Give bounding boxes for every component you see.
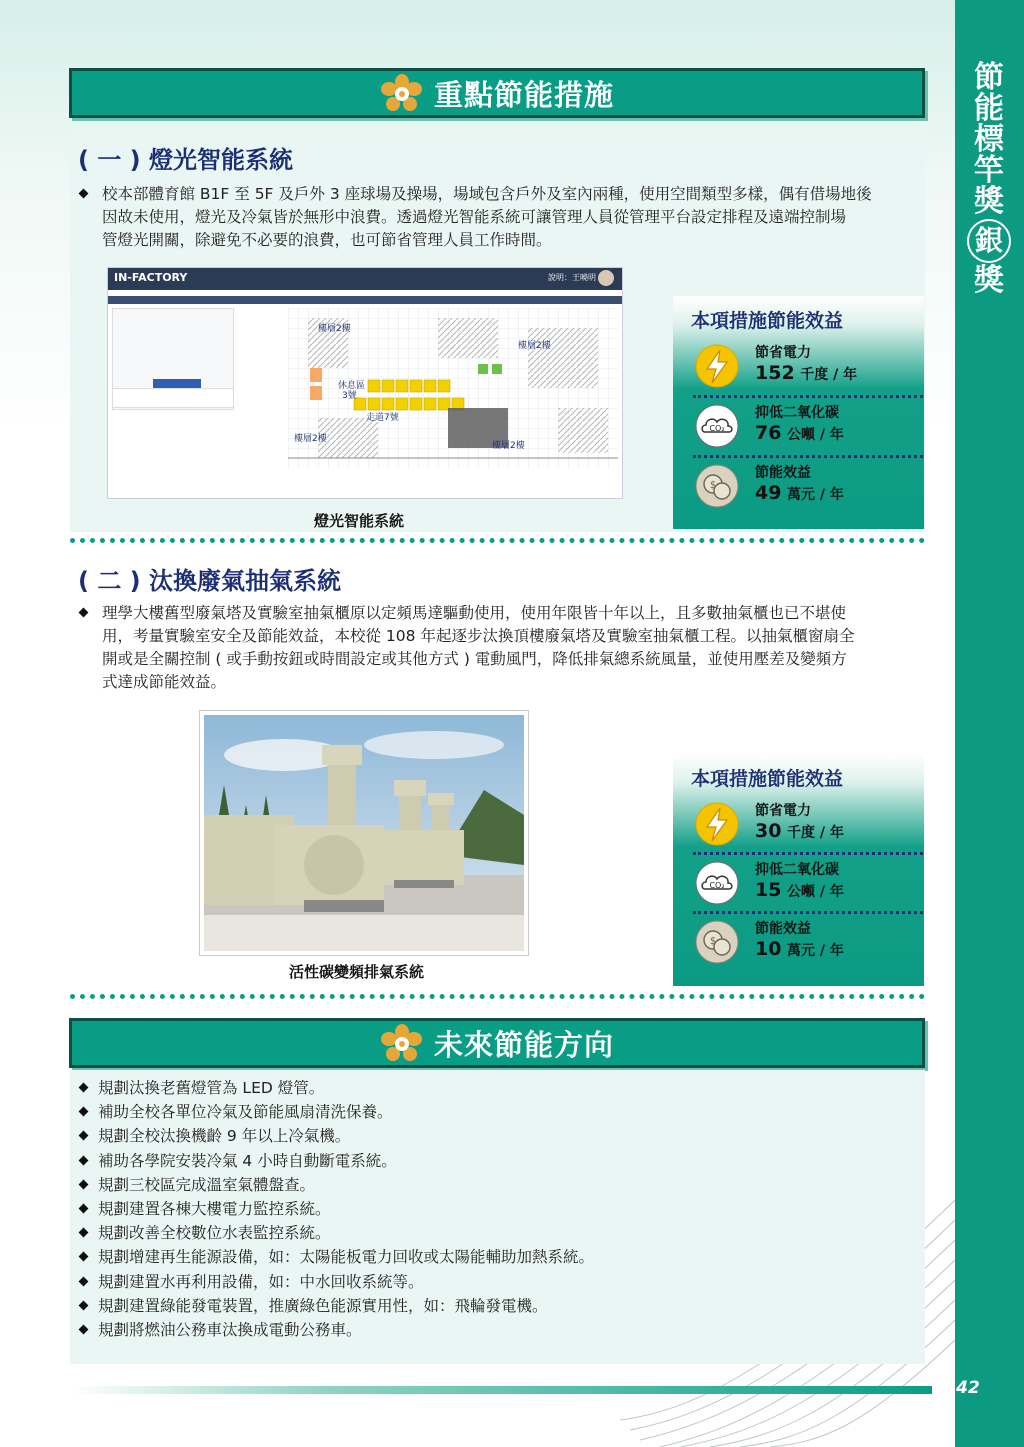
vertical-char: 銀 <box>974 224 1003 257</box>
list-item-text: 規劃建置綠能發電裝置，推廣綠色能源實用性，如：飛輪發電機。 <box>98 1296 548 1315</box>
svg-text:CO₂: CO₂ <box>709 424 725 433</box>
coins-icon <box>695 920 739 964</box>
list-item <box>80 1076 594 1100</box>
vertical-char: 獎 <box>974 263 1004 298</box>
list-item <box>80 1245 594 1269</box>
paragraph-line: 開或是全關控制 ( 或手動按鈕或時間設定或其他方式 ) 電動風門，降低排氣總系統風量，並使用壓差及變頻方 <box>102 650 847 668</box>
benefit-value <box>755 422 844 444</box>
plan-label: 樓層2樓 <box>518 341 551 351</box>
header-title: 未來節能方向 <box>433 1027 614 1062</box>
benefit-unit: 萬元 / 年 <box>787 487 844 503</box>
app-navbar <box>108 296 622 304</box>
section1-title: ( 一 ) 燈光智能系統 <box>78 146 294 174</box>
vertical-char: 標 <box>974 122 1004 157</box>
flower-icon <box>380 73 424 113</box>
avatar <box>598 270 614 286</box>
list-item-text: 規劃建置各棟大樓電力監控系統。 <box>98 1200 331 1219</box>
paragraph-line: 管燈光開關，除避免不必要的浪費，也可節省管理人員工作時間。 <box>102 231 552 249</box>
list-item-text: 規劃汰換老舊燈管為 LED 燈管。 <box>98 1079 325 1097</box>
paragraph-line: 理學大樓舊型廢氣塔及實驗室抽氣櫃原以定頻馬達驅動使用，使用年限皆十年以上，且多數抽氣櫃也已不堪使 <box>102 604 847 622</box>
list-item-text: 規劃全校汰換機齡 9 年以上冷氣機。 <box>98 1127 351 1146</box>
vertical-char: 獎 <box>974 184 1004 219</box>
benefit-label: 節能效益 <box>755 921 811 937</box>
lightning-icon <box>695 802 739 846</box>
co2-icon <box>695 861 739 905</box>
list-item-text: 規劃三校區完成溫室氣體盤查。 <box>98 1175 316 1194</box>
header-future <box>69 1018 925 1068</box>
silver-badge <box>967 219 1011 263</box>
benefit-unit: 千度 / 年 <box>787 825 844 841</box>
future-list <box>80 1076 594 1342</box>
benefit-label: 節能效益 <box>755 465 811 481</box>
paragraph-line: 用，考量實驗室安全及節能效益，本校從 108 年起逐步汰換頂樓廢氣塔及實驗室抽氣櫃工程。以抽氣櫃窗扇全 <box>102 627 855 645</box>
image-caption: 燈光智能系統 <box>314 512 405 530</box>
page-number: 42 <box>956 1378 980 1398</box>
benefit-number: 30 <box>755 820 782 842</box>
list-item-text: 規劃將燃油公務車汰換成電動公務車。 <box>98 1321 362 1340</box>
benefit-title: 本項措施節能效益 <box>691 768 844 790</box>
list-item-text: 規劃增建再生能源設備，如：太陽能板電力回收或太陽能輔助加熱系統。 <box>98 1248 595 1267</box>
benefit-value <box>755 879 844 901</box>
select-field[interactable] <box>112 388 234 408</box>
list-item <box>80 1221 594 1245</box>
paragraph-line: 校本部體育館 B1F 至 5F 及戶外 3 座球場及操場，場域包含戶外及室內兩種，使用空間類型多樣，偶有借場地後 <box>102 185 872 203</box>
plan-label: 休息區 <box>338 381 366 391</box>
benefit-value <box>755 362 857 384</box>
list-item <box>80 1149 594 1173</box>
paragraph-line: 式達成節能效益。 <box>102 673 227 691</box>
list-item-text: 規劃建置水再利用設備，如：中水回收系統等。 <box>98 1272 424 1291</box>
plan-label: 樓層2樓 <box>492 441 525 451</box>
section1-paragraph <box>80 183 920 252</box>
benefit-number: 152 <box>755 362 795 384</box>
benefit-label: 節省電力 <box>755 803 811 819</box>
app-user: 說明：王曉明 <box>548 273 596 282</box>
list-item <box>80 1100 594 1124</box>
benefit-unit: 千度 / 年 <box>800 367 858 383</box>
co2-icon <box>695 404 739 448</box>
exhaust-system-photo <box>199 710 529 956</box>
benefit-row <box>673 914 924 970</box>
app-brand: IN-FACTORY <box>114 271 188 284</box>
section2-paragraph <box>80 602 920 694</box>
svg-text:$: $ <box>709 480 717 491</box>
section2-title: ( 二 ) 汰換廢氣抽氣系統 <box>78 567 342 595</box>
plan-label: 樓層2樓 <box>294 434 327 444</box>
list-item <box>80 1124 594 1148</box>
benefit-label: 節省電力 <box>755 345 811 361</box>
svg-text:CO₂: CO₂ <box>709 881 725 890</box>
lighting-system-screenshot <box>107 267 623 499</box>
benefit-box <box>673 754 924 986</box>
coins-icon <box>695 464 739 508</box>
vertical-char: 節 <box>974 60 1004 95</box>
benefit-box <box>673 296 924 529</box>
plan-label: 3號 <box>342 391 357 401</box>
vertical-char: 竿 <box>974 153 1004 188</box>
list-item-text: 補助全校各單位冷氣及節能風扇清洗保養。 <box>98 1103 393 1122</box>
section-divider <box>70 994 925 999</box>
benefit-label: 抑低二氧化碳 <box>755 862 839 878</box>
plan-label: 走道7號 <box>366 413 399 423</box>
benefit-number: 15 <box>755 879 782 901</box>
benefit-label: 抑低二氧化碳 <box>755 405 839 421</box>
benefit-number: 10 <box>755 938 782 960</box>
benefit-row <box>673 458 924 514</box>
flower-icon <box>380 1023 424 1063</box>
paragraph-line: 因故未使用，燈光及冷氣皆於無形中浪費。透過燈光智能系統可讓管理人員從管理平台設定排程及遠端控制場 <box>102 208 847 226</box>
benefit-number: 76 <box>755 422 782 444</box>
vertical-char: 能 <box>974 91 1004 126</box>
benefit-unit: 公噸 / 年 <box>787 427 844 443</box>
benefit-value <box>755 482 844 504</box>
benefit-row <box>673 796 924 852</box>
benefit-unit: 萬元 / 年 <box>787 943 844 959</box>
list-item <box>80 1173 594 1197</box>
benefit-unit: 公噸 / 年 <box>787 884 844 900</box>
vertical-title <box>958 62 1020 296</box>
list-item <box>80 1318 594 1342</box>
header-measures <box>69 68 925 118</box>
image-caption: 活性碳變頻排氣系統 <box>289 963 425 981</box>
list-item-text: 補助各學院安裝冷氣 4 小時自動斷電系統。 <box>98 1151 397 1170</box>
benefit-value <box>755 820 844 842</box>
benefit-row <box>673 398 924 454</box>
footer-line <box>70 1386 932 1394</box>
svg-text:$: $ <box>709 936 717 947</box>
header-title: 重點節能措施 <box>433 77 614 112</box>
list-item-text: 規劃改善全校數位水表監控系統。 <box>98 1224 331 1243</box>
benefit-number: 49 <box>755 482 782 504</box>
benefit-value <box>755 938 844 960</box>
plan-label: 樓層2樓 <box>318 324 351 334</box>
list-item <box>80 1270 594 1294</box>
benefit-row <box>673 855 924 911</box>
lightning-icon <box>695 344 739 388</box>
benefit-title: 本項措施節能效益 <box>691 310 844 332</box>
app-topbar <box>108 268 622 290</box>
benefit-row <box>673 338 924 394</box>
section-divider <box>70 538 925 543</box>
list-item <box>80 1294 594 1318</box>
list-item <box>80 1197 594 1221</box>
